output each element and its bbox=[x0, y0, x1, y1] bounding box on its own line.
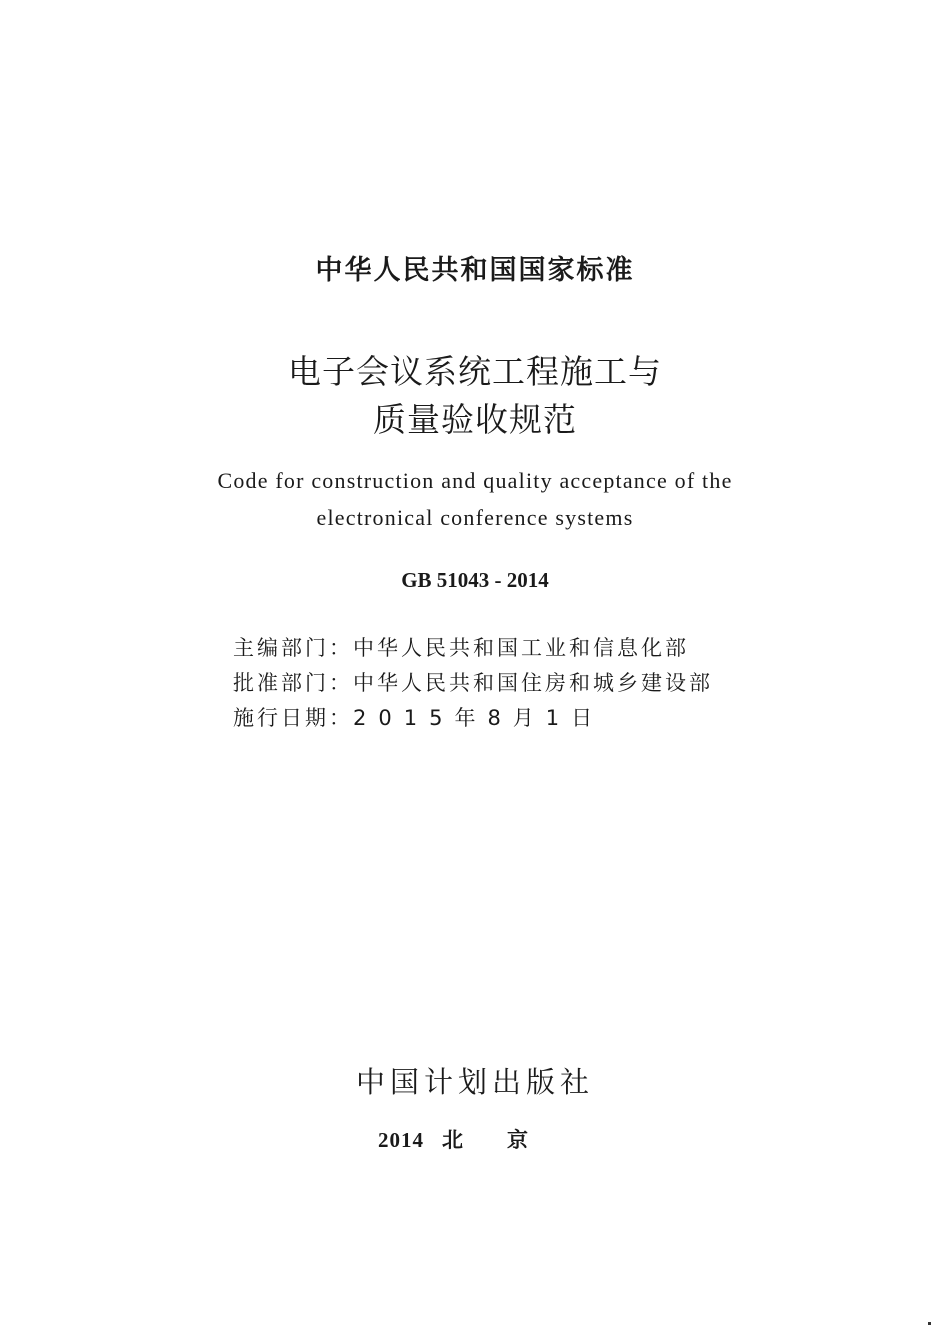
publication-year: 2014 bbox=[378, 1128, 424, 1152]
editor-department-value: 中华人民共和国工业和信息化部 bbox=[353, 636, 689, 660]
standard-series-heading: 中华人民共和国国家标准 bbox=[315, 255, 635, 286]
document-title-line-1: 电子会议系统工程施工与 bbox=[288, 352, 662, 391]
publisher-name: 中国计划出版社 bbox=[355, 1065, 594, 1099]
document-title-line-2: 质量验收规范 bbox=[373, 400, 577, 439]
approver-department-value: 中华人民共和国住房和城乡建设部 bbox=[353, 671, 713, 695]
standard-code: GB 51043 - 2014 bbox=[401, 568, 549, 592]
effective-date-label: 施行日期： bbox=[233, 706, 353, 730]
english-title-line-2: electronical conference systems bbox=[316, 505, 634, 530]
publication-city: 北京 bbox=[442, 1128, 572, 1152]
scan-mark bbox=[928, 1322, 931, 1325]
effective-date-value: 2015年8月1日 bbox=[353, 706, 605, 730]
editor-department-label: 主编部门： bbox=[233, 636, 353, 660]
approver-department-row bbox=[233, 667, 713, 697]
effective-date-row bbox=[233, 702, 604, 732]
english-title-line-1: Code for construction and quality acceptance of the bbox=[217, 468, 733, 493]
editor-department-row bbox=[233, 632, 689, 662]
publication-year-and-city bbox=[0, 1124, 950, 1154]
approver-department-label: 批准部门： bbox=[233, 671, 353, 695]
